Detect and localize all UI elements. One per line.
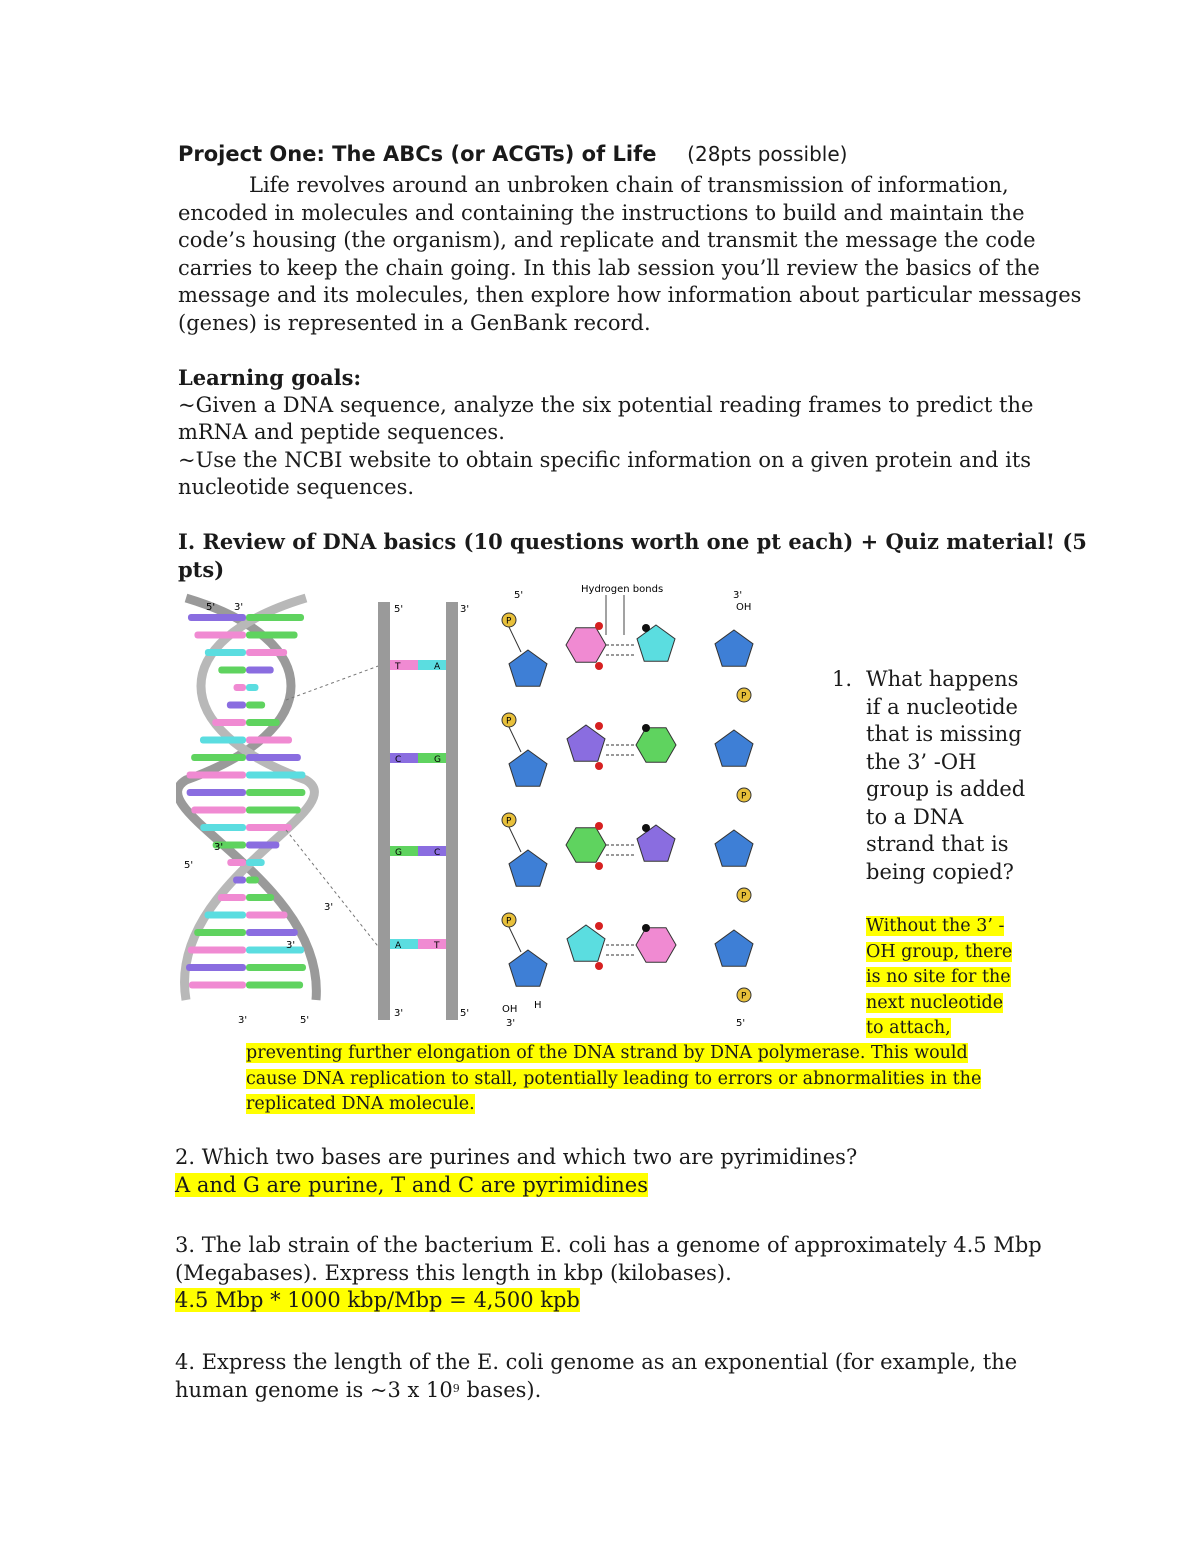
oxygen-atom	[595, 962, 603, 970]
intro-line: carries to keep the chain going. In this lab session you’ll review the basics of the	[178, 255, 1040, 280]
base-pair-segment	[205, 912, 246, 919]
page-title: Project One: The ABCs (or ACGTs) of Life	[178, 142, 657, 166]
sugar-ring	[509, 750, 547, 786]
ladder-base-label: G	[395, 848, 402, 858]
answer-line: OH group, there	[866, 941, 1013, 962]
base-pair-segment	[246, 754, 301, 761]
sugar-ring	[509, 950, 547, 986]
ladder-base-label: T	[434, 941, 440, 951]
answer-line: Without the 3’ -	[866, 916, 1005, 936]
answer-line: preventing further elongation of the DNA strand by DNA polymerase. This would	[246, 1043, 968, 1063]
intro-line: (genes) is represented in a GenBank record.	[178, 310, 651, 335]
question-1-text	[866, 666, 1036, 886]
ladder-base-label: A	[395, 941, 402, 951]
base-ring	[566, 628, 606, 663]
chemical-structure	[502, 584, 753, 1029]
question-3-text: (Megabases). Express this length in kbp (kilobases).	[175, 1260, 732, 1285]
question-line: group is added	[866, 777, 1026, 801]
base-pair-segment	[246, 894, 274, 901]
base-pair-segment	[194, 929, 246, 936]
ladder-base-label: T	[395, 662, 401, 672]
dna-structure-figure	[176, 580, 786, 1035]
base-pair-segment	[246, 947, 304, 954]
sugar-ring	[715, 930, 753, 966]
ladder-base-label: G	[434, 755, 441, 765]
sugar-ring	[715, 730, 753, 766]
question-line: What happens	[866, 667, 1019, 691]
chem-label: H	[534, 1000, 542, 1011]
helix-label: 3'	[238, 1015, 248, 1026]
question-line: the 3’ -OH	[866, 749, 977, 774]
question-number: 1.	[832, 667, 853, 691]
ladder-label: 3'	[460, 604, 470, 615]
points-possible: (28pts possible)	[687, 142, 848, 166]
ladder-label: 5'	[460, 1008, 470, 1019]
base-pair-segment	[246, 929, 298, 936]
base-pair-segment	[246, 912, 287, 919]
helix-label: 5'	[206, 602, 216, 613]
answer-line: cause DNA replication to stall, potentially leading to errors or abnormalities in the	[246, 1068, 982, 1089]
exponent: 9	[452, 1381, 460, 1395]
base-pair-segment	[246, 667, 274, 674]
base-pair-segment	[246, 807, 301, 814]
base-pair-segment	[246, 702, 265, 709]
base-pair-segment	[191, 807, 246, 814]
base-pair-segment	[188, 614, 246, 621]
answer-3: 4.5 Mbp * 1000 kbp/Mbp = 4,500 kpb	[175, 1288, 580, 1312]
intro-line: encoded in molecules and containing the instructions to build and maintain the	[178, 200, 1025, 225]
base-pair-segment	[233, 877, 246, 884]
base-ring	[566, 828, 606, 863]
base-pair-segment	[227, 859, 246, 866]
nitrogen-atom	[642, 824, 650, 832]
oxygen-atom	[595, 622, 603, 630]
phosphate-label: P	[741, 891, 747, 902]
answer-2: A and G are purine, T and C are pyrimidines	[175, 1172, 648, 1197]
base-pair-segment	[246, 859, 265, 866]
oxygen-atom	[595, 722, 603, 730]
oxygen-atom	[595, 662, 603, 670]
ladder-label: 5'	[394, 604, 404, 615]
section-heading-line: pts)	[178, 556, 225, 582]
chem-label: 3'	[733, 590, 743, 601]
intro-line: Life revolves around an unbroken chain of transmission of information,	[249, 173, 1009, 197]
base-pair-segment	[246, 684, 258, 691]
helix-label: 3'	[286, 940, 296, 951]
question-3	[175, 1232, 1042, 1315]
nitrogen-atom	[642, 624, 650, 632]
learning-goal-line: nucleotide sequences.	[178, 475, 415, 499]
answer-line: to attach,	[866, 1018, 951, 1038]
base-pair-segment	[234, 684, 246, 691]
ladder-base	[418, 660, 446, 670]
base-pair-segment	[186, 964, 246, 971]
question-4-text-line2	[175, 1377, 1035, 1405]
question-4-text: human genome is ~3 x 10	[175, 1377, 453, 1402]
answer-1-narrow	[866, 914, 1026, 1042]
question-line: that is missing	[866, 722, 1022, 746]
ladder-base	[418, 939, 446, 949]
sugar-ring	[715, 630, 753, 666]
question-4-text: bases).	[459, 1377, 542, 1402]
bond-line	[509, 727, 521, 752]
helix-label: 3'	[214, 842, 224, 853]
answer-1-wide	[246, 1041, 1026, 1118]
ladder-label: 3'	[394, 1008, 404, 1019]
ladder-base-label: C	[395, 755, 402, 765]
sugar-ring	[509, 650, 547, 686]
base-pair-segment	[205, 649, 246, 656]
base-pair-segment	[187, 789, 246, 796]
oxygen-atom	[595, 862, 603, 870]
ladder-diagram	[378, 602, 469, 1020]
learning-goal-line: mRNA and peptide sequences.	[178, 420, 505, 444]
learning-goal-line: ~Use the NCBI website to obtain specific information on a given protein and its	[178, 447, 1032, 472]
bond-line	[509, 927, 521, 952]
phosphate-label: P	[506, 616, 512, 627]
ladder-base	[418, 753, 446, 763]
chem-label: OH	[736, 602, 752, 613]
section-heading	[178, 528, 1087, 583]
base-pair-segment	[200, 737, 246, 744]
phosphate-label: P	[741, 791, 747, 802]
base-pair-segment	[227, 702, 246, 709]
sugar-ring	[715, 830, 753, 866]
hydrogen-bonds-label: Hydrogen bonds	[581, 584, 664, 595]
sugar-ring	[509, 850, 547, 886]
oxygen-atom	[595, 822, 603, 830]
base-pair-segment	[200, 824, 246, 831]
ladder-base-label: C	[434, 848, 441, 858]
oxygen-atom	[595, 922, 603, 930]
base-pair-segment	[246, 772, 305, 779]
question-line: if a nucleotide	[866, 694, 1018, 719]
learning-goal-line: ~Given a DNA sequence, analyze the six potential reading frames to predict the	[178, 392, 1034, 417]
ladder-base-label: A	[434, 662, 441, 672]
sugar-ring	[567, 725, 605, 761]
intro-paragraph	[178, 172, 1082, 337]
question-line: being copied?	[866, 859, 1014, 884]
base-pair-segment	[246, 877, 259, 884]
ladder-base	[418, 846, 446, 856]
helix-label: 3'	[324, 902, 334, 913]
helix-label: 5'	[300, 1015, 310, 1026]
question-3-text: 3. The lab strain of the bacterium E. coli has a genome of approximately 4.5 Mbp	[175, 1233, 1042, 1257]
chem-label: OH	[502, 1004, 518, 1015]
document-title-row	[178, 142, 847, 166]
answer-line: replicated DNA molecule.	[246, 1094, 475, 1114]
nitrogen-atom	[642, 724, 650, 732]
question-line: to a DNA	[866, 804, 964, 829]
base-pair-segment	[246, 982, 303, 989]
phosphate-label: P	[741, 991, 747, 1002]
question-line: strand that is	[866, 832, 1009, 856]
base-pair-segment	[189, 982, 246, 989]
question-2	[175, 1144, 1035, 1199]
base-pair-segment	[194, 632, 246, 639]
base-pair-segment	[246, 824, 292, 831]
double-helix	[178, 598, 334, 1026]
ladder-rail	[446, 602, 458, 1020]
helix-label: 3'	[234, 602, 244, 613]
answer-line: is no site for the	[866, 967, 1011, 987]
base-pair-segment	[246, 737, 292, 744]
learning-goals	[178, 364, 1038, 502]
base-pair-segment	[218, 667, 246, 674]
phosphate-label: P	[506, 816, 512, 827]
section-heading-line: I. Review of DNA basics (10 questions worth one pt each) + Quiz material! (5	[178, 529, 1087, 554]
chem-label: 5'	[736, 1018, 746, 1029]
base-pair-segment	[246, 789, 305, 796]
base-ring	[636, 928, 676, 963]
phosphate-label: P	[506, 916, 512, 927]
nitrogen-atom	[642, 924, 650, 932]
sugar-ring	[567, 925, 605, 961]
ladder-rail	[378, 602, 390, 1020]
base-pair-segment	[187, 772, 246, 779]
dna-figure-svg	[176, 580, 786, 1035]
base-pair-segment	[246, 964, 306, 971]
oxygen-atom	[595, 762, 603, 770]
base-ring	[636, 728, 676, 763]
question-2-text: 2. Which two bases are purines and which two are pyrimidines?	[175, 1145, 858, 1169]
zoom-line	[286, 665, 381, 700]
phosphate-label: P	[506, 716, 512, 727]
bond-line	[509, 827, 521, 852]
chem-label: 3'	[506, 1018, 516, 1029]
intro-line: message and its molecules, then explore how information about particular messages	[178, 283, 1082, 307]
base-pair-segment	[191, 754, 246, 761]
sugar-ring	[637, 625, 675, 661]
helix-label: 5'	[184, 860, 194, 871]
base-pair-segment	[246, 632, 298, 639]
question-4	[175, 1349, 1035, 1404]
chem-label: 5'	[514, 590, 524, 601]
helix-strand	[178, 598, 317, 1000]
sugar-ring	[637, 825, 675, 861]
base-pair-segment	[212, 719, 246, 726]
base-pair-segment	[246, 614, 304, 621]
intro-line: code’s housing (the organism), and replicate and transmit the message the code	[178, 228, 1036, 252]
question-4-text: 4. Express the length of the E. coli genome as an exponential (for example, the	[175, 1350, 1018, 1374]
bond-line	[509, 627, 521, 652]
base-pair-segment	[246, 649, 287, 656]
base-pair-segment	[188, 947, 246, 954]
base-pair-segment	[246, 719, 280, 726]
learning-goals-heading: Learning goals:	[178, 365, 362, 390]
phosphate-label: P	[741, 691, 747, 702]
base-pair-segment	[218, 894, 246, 901]
base-pair-segment	[246, 842, 279, 849]
answer-line: next nucleotide	[866, 992, 1004, 1013]
